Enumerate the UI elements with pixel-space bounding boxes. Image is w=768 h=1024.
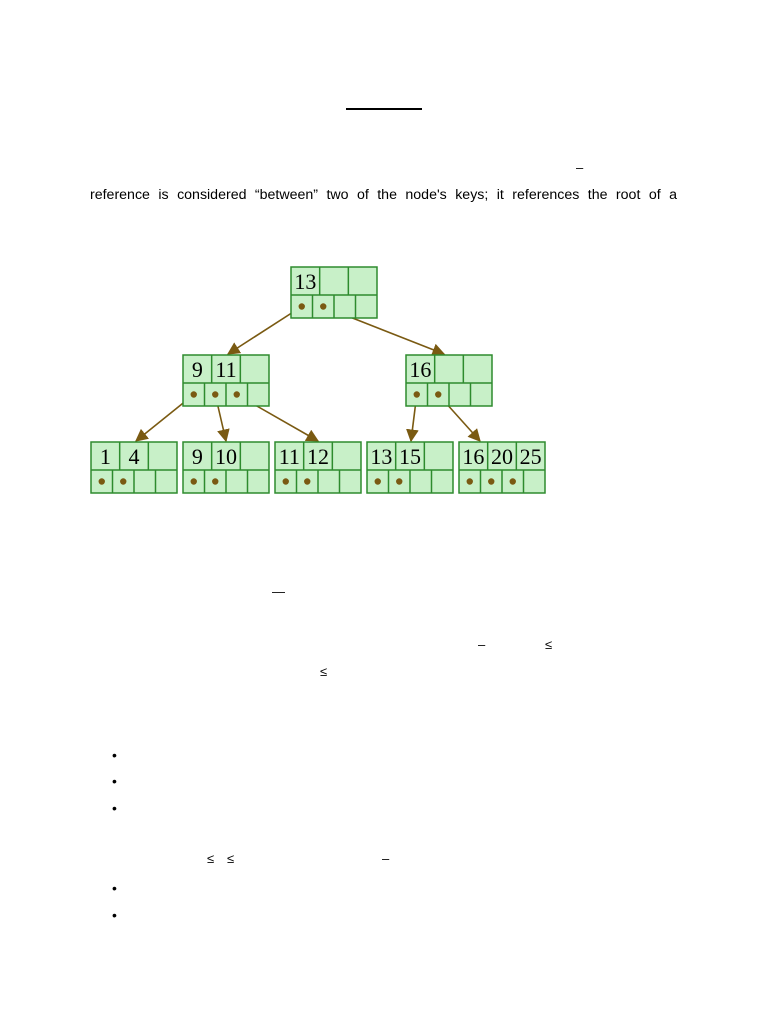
internal-node-2-pointer-dot	[414, 391, 420, 397]
leaf-node-2	[183, 442, 269, 493]
root-node-pointer-dot	[320, 303, 326, 309]
leq-symbol-3: ≤	[207, 851, 215, 866]
leaf-node-5-pointer-dot	[510, 478, 516, 484]
leaf-node-4-pointer-dot	[396, 478, 402, 484]
leaf-node-2-pointer-dot	[212, 478, 218, 484]
leaf-node-1-pointer-dot	[99, 478, 105, 484]
leaf-node-1	[91, 442, 177, 493]
bullet-3: •	[112, 800, 117, 816]
internal-node-1-pointer-dot	[191, 391, 197, 397]
internal-node-1-key: 9	[191, 357, 203, 382]
leaf-node-1-key: 4	[128, 444, 140, 469]
leaf-node-3-pointer-dot	[283, 478, 289, 484]
root-node	[291, 267, 377, 318]
internal-node-1-pointer-dot	[234, 391, 240, 397]
bullet-1: •	[112, 747, 117, 763]
leaf-node-3-pointer-dot	[304, 478, 310, 484]
leaf-node-4-pointer-dot	[375, 478, 381, 484]
leaf-node-4-key: 15	[399, 444, 422, 469]
bullet-5: •	[112, 907, 117, 923]
internal-node-2-key: 16	[409, 357, 432, 382]
bullet-4: •	[112, 880, 117, 896]
internal-node-1-key: 11	[215, 357, 237, 382]
em-dash-symbol: —	[272, 584, 285, 599]
leaf-node-2-key: 9	[191, 444, 203, 469]
leaf-node-5-pointer-dot	[467, 478, 473, 484]
internal-node-2	[406, 355, 492, 406]
leaf-node-2-pointer-dot	[191, 478, 197, 484]
internal-node-2-pointer-dot	[435, 391, 441, 397]
minus-symbol-2: –	[478, 637, 486, 652]
leq-symbol-1: ≤	[545, 637, 553, 652]
leaf-node-3	[275, 442, 361, 493]
root-node-key: 13	[294, 269, 317, 294]
leaf-node-3-key: 11	[278, 444, 300, 469]
minus-symbol: –	[576, 160, 584, 175]
leaf-node-5-key: 20	[491, 444, 514, 469]
leaf-node-1-pointer-dot	[120, 478, 126, 484]
body-text-line: reference is considered “between” two of the node's keys; it references the root of a	[90, 187, 677, 203]
leaf-node-5-key: 25	[519, 444, 542, 469]
internal-node-1-pointer-dot	[212, 391, 218, 397]
bullet-2: •	[112, 773, 117, 789]
leaf-node-5-key: 16	[462, 444, 485, 469]
minus-symbol-3: –	[382, 851, 390, 866]
leaf-node-1-key: 1	[99, 444, 111, 469]
root-node-pointer-dot	[299, 303, 305, 309]
leaf-node-5	[459, 442, 545, 493]
leaf-node-2-key: 10	[215, 444, 238, 469]
leaf-node-3-key: 12	[307, 444, 330, 469]
leq-symbol-4: ≤	[227, 851, 235, 866]
internal-node-1	[183, 355, 269, 406]
leaf-node-5-pointer-dot	[488, 478, 494, 484]
leaf-node-4	[367, 442, 453, 493]
leaf-node-4-key: 13	[370, 444, 393, 469]
leq-symbol-2: ≤	[320, 664, 328, 679]
